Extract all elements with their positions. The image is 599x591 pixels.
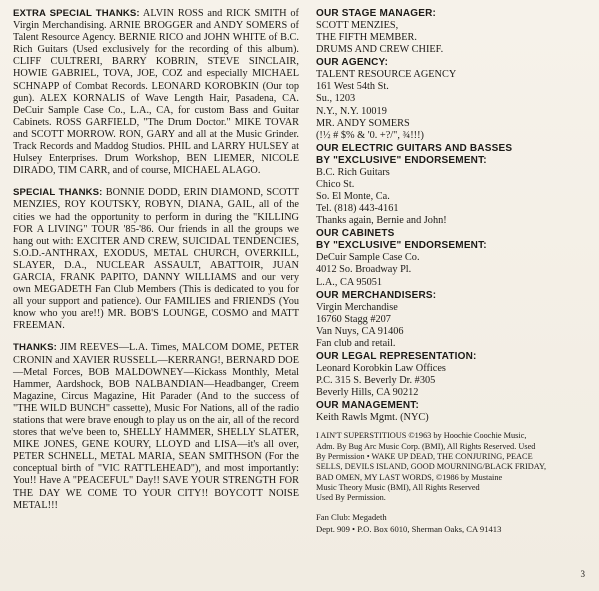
section-line: TALENT RESOURCE AGENCY bbox=[316, 69, 457, 81]
section-line: 161 West 54th St. bbox=[316, 81, 389, 93]
cabinets-endorsement-section bbox=[316, 228, 586, 288]
section-heading: OUR LEGAL REPRESENTATION: bbox=[316, 350, 477, 362]
section-line: Beverly Hills, CA 90212 bbox=[316, 387, 419, 399]
merchandisers-section bbox=[316, 290, 586, 350]
section-line: 16760 Stagg #207 bbox=[316, 313, 391, 325]
special-thanks-heading: SPECIAL THANKS: bbox=[13, 187, 103, 199]
thanks-heading: THANKS: bbox=[13, 342, 57, 354]
section-line: (!½ # $% & '0. +?/", ¾!!!) bbox=[316, 129, 424, 141]
stage-manager-section bbox=[316, 8, 586, 56]
section-line: P.C. 315 S. Beverly Dr. #305 bbox=[316, 375, 436, 387]
agency-section bbox=[316, 57, 586, 142]
section-heading: BY "EXCLUSIVE" ENDORSEMENT: bbox=[316, 240, 487, 252]
section-line: THE FIFTH MEMBER. bbox=[316, 32, 417, 44]
section-heading: OUR AGENCY: bbox=[316, 57, 389, 69]
section-line: Chico St. bbox=[316, 178, 355, 190]
guitars-endorsement-section bbox=[316, 143, 586, 227]
page-number: 3 bbox=[580, 569, 585, 579]
section-heading: OUR MANAGEMENT: bbox=[316, 400, 419, 412]
copyright-line: I AIN'T SUPERSTITIOUS ©1963 by Hoochie Coochie Music, bbox=[316, 431, 527, 441]
extra-special-thanks bbox=[13, 8, 299, 177]
section-line: Fan club and retail. bbox=[316, 337, 396, 349]
copyright-line: Music Theory Music (BMI), All Rights Reserved bbox=[316, 482, 480, 492]
copyright-line: Adm. By Bug Arc Music Corp. (BMI), All Rights Reserved. Used bbox=[316, 441, 536, 451]
management-section bbox=[316, 400, 586, 424]
section-line: N.Y., N.Y. 10019 bbox=[316, 105, 387, 117]
section-heading: OUR MERCHANDISERS: bbox=[316, 289, 437, 301]
section-line: So. El Monte, Ca. bbox=[316, 191, 390, 203]
thanks bbox=[13, 342, 299, 511]
section-line: Su., 1203 bbox=[316, 93, 356, 105]
copyright-line: Used By Permission. bbox=[316, 493, 386, 503]
extra-special-thanks-text: ALVIN ROSS and RICK SMITH of Virgin Merchandising. ARNIE BROGGER and ANDY SOMERS of Talent Resource Agency. BERNIE RICO and JOHN WHITE of B.C. Rich Guitars (Used exclusively for the recording of this album). CLIFF CULTRERI, BARRY KOBRIN, STEVE SINCLAIR, HOWIE GABRIEL, TOVA, JOE, COZ and especially MICHAEL SCHNAPP of Combat Records. LEONARD KOROBKIN (Our top gun). ALEX KORNALIS of Wave Length Hair, Pasadena, CA. DeCuir Sample Case Co., L.A., CA, for custom Bass and Guitar Cabinets. ROSS GARFIELD, "The Drum Doctor." MIKE TOVAR and SCOTT MORROW. RON, GARY and all at the Music Grinder. Track Records and Maddog Studios. PHIL and LARRY HULSEY at Hulsey Enterprises. Drum Workshop, BEN LIEMER, NICOLE DIRADO, TIM CARR, and of course, MICHAEL ALAGO. bbox=[13, 8, 299, 177]
copyright-line: By Permission • WAKE UP DEAD, THE CONJURING, PEACE bbox=[316, 451, 533, 461]
legal-representation-section bbox=[316, 351, 586, 399]
section-line: Thanks again, Bernie and John! bbox=[316, 215, 447, 227]
copyright-line: BAD OMEN, MY LAST WORDS, ©1986 by Mustaine bbox=[316, 472, 503, 482]
section-line: SCOTT MENZIES, bbox=[316, 20, 399, 31]
special-thanks-text: BONNIE DODD, ERIN DIAMOND, SCOTT MENZIES, ROY KOUTSKY, ROBYN, DIANA, GAIL, all of the cities we had the opportunity to perform in during the "KILLING FOR A LIVING" TOUR '85-'86. Our friends in all the groups we hang out with: EXCITER AND CREW, SUICIDAL TENDENCIES, S.O.D.-ANTHRAX, EXODUS, METAL CHURCH, OVERKILL, SLAYER, D.A., NUCLEAR ASSAULT, ABATTOIR, JUAN GARCIA, FRANK PAPITO, DANNY WILLIAMS and our very own MEGADETH Fan Club Members (This is dedicated to you for all your support and patience). Our FAMILIES and FRIENDS (You know who you are!!) MR. BOB'S LOUNGE, COSMO and MATT FREEMAN. bbox=[13, 187, 299, 332]
copyright-notice bbox=[316, 431, 586, 503]
section-heading: BY "EXCLUSIVE" ENDORSEMENT: bbox=[316, 154, 487, 166]
section-line: Tel. (818) 443-4161 bbox=[316, 203, 399, 215]
thanks-text: JIM REEVES—L.A. Times, MALCOM DOME, PETER CRONIN and XAVIER RUSSELL—KERRANG!, BERNARD DOE—Metal Forces, BOB MALDOWNEY—Kickass Monthly, Metal Hammer, Aardshock, BOB NALBANDIAN—Headbanger, Creem Magazine, Circus Magazine, Hit Parader (And to the success of "THE WILD BUNCH" cassette), Music For Nations, all of the radio stations that were brave enough to play us on the air, all of the record stores that we've been to, SHELLY HAMMER, SHELLY SLATER, MIKE JONES, GENE KOURY, LLOYD and LISA—it's all over, PETER SCHNELL, METAL MARIA, SEAN SMITHSON (For the conceptual birth of "VIC RATTLEHEAD"), and most importantly: You!! Have A "PEACEFUL" Day!! SAVE YOUR STRENGTH FOR THE DAY WE COME TO YOUR CITY!! BOYCOTT NOISE METAL!!! bbox=[13, 342, 299, 511]
section-line: Keith Rawls Mgmt. (NYC) bbox=[316, 412, 429, 424]
section-line: DRUMS AND CREW CHIEF. bbox=[316, 44, 444, 56]
section-line: Leonard Korobkin Law Offices bbox=[316, 362, 446, 374]
special-thanks bbox=[13, 187, 299, 332]
fan-club-mailing-address: Dept. 909 • P.O. Box 6010, Sherman Oaks, CA 91413 bbox=[316, 523, 502, 534]
copyright-line: SELLS, DEVILS ISLAND, GOOD MOURNING/BLACK FRIDAY, bbox=[316, 462, 547, 472]
section-line: B.C. Rich Guitars bbox=[316, 166, 390, 178]
fan-club-address bbox=[316, 512, 586, 535]
fan-club-label: Fan Club: Megadeth bbox=[316, 512, 387, 523]
section-line: Van Nuys, CA 91406 bbox=[316, 325, 404, 337]
thanks-column bbox=[13, 8, 299, 522]
section-line: Virgin Merchandise bbox=[316, 301, 398, 313]
section-line: 4012 So. Broadway Pl. bbox=[316, 264, 412, 276]
section-line: DeCuir Sample Case Co. bbox=[316, 252, 420, 264]
section-heading: OUR STAGE MANAGER: bbox=[316, 8, 437, 19]
section-line: L.A., CA 95051 bbox=[316, 276, 383, 288]
section-heading: OUR CABINETS bbox=[316, 228, 395, 240]
section-heading: OUR ELECTRIC GUITARS AND BASSES bbox=[316, 142, 513, 154]
credits-column bbox=[316, 8, 586, 535]
extra-special-thanks-heading: EXTRA SPECIAL THANKS: bbox=[13, 8, 140, 19]
section-line: MR. ANDY SOMERS bbox=[316, 117, 410, 129]
